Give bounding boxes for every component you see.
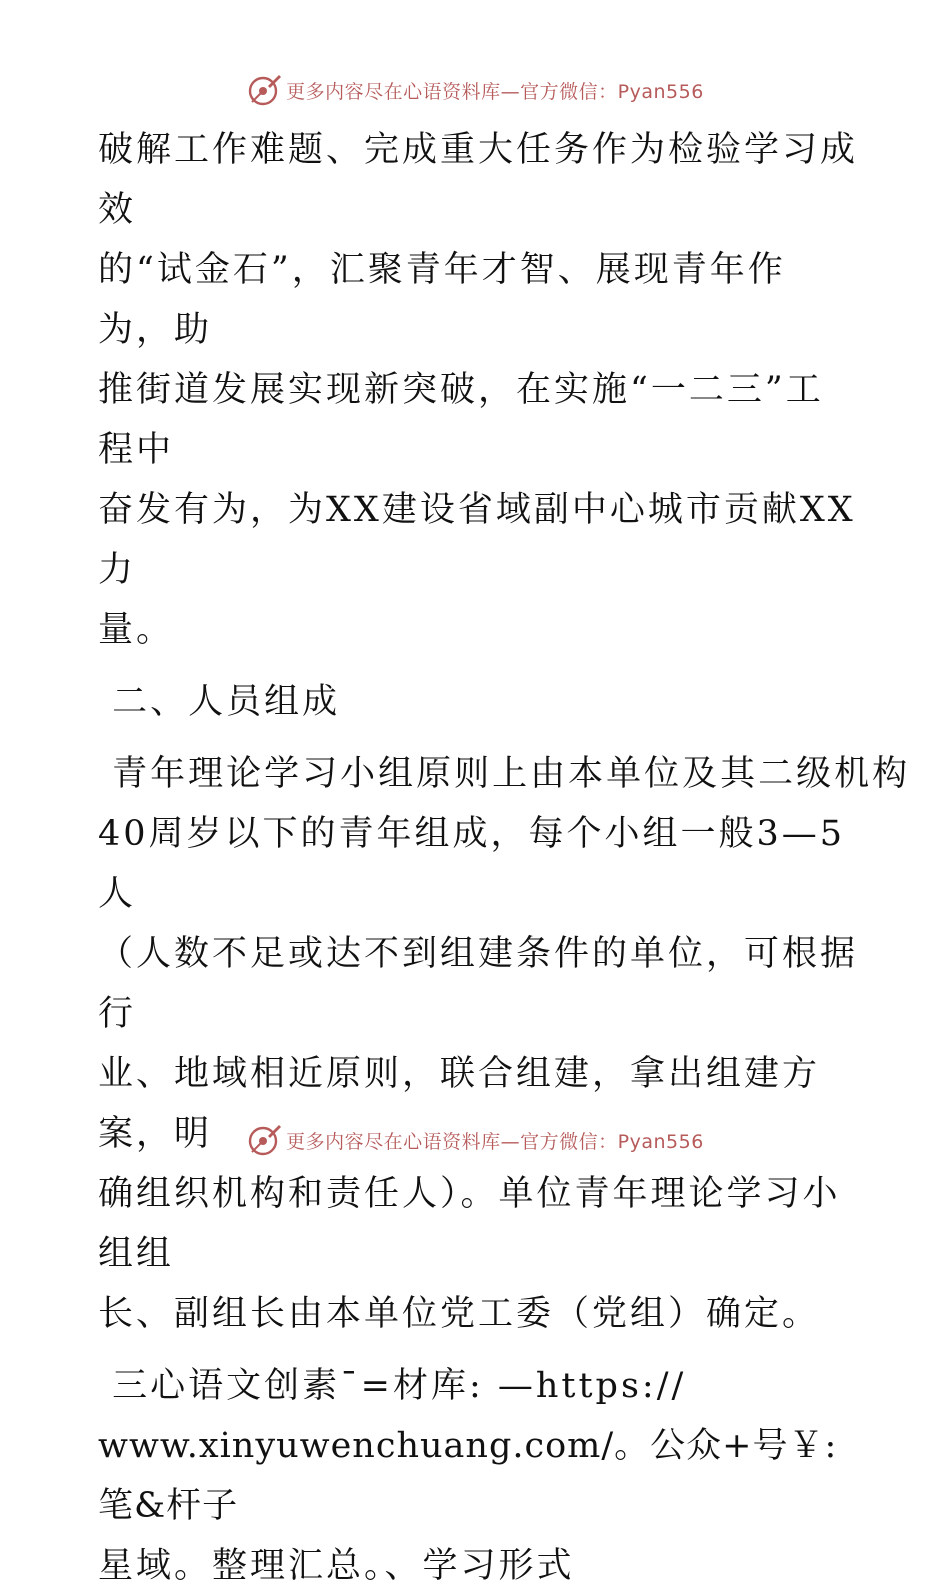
body-line-3: 推街道发展实现新突破，在实施“一二三”工程中 xyxy=(98,370,824,470)
section-heading-personnel: 二、人员组成 xyxy=(98,682,341,722)
body-line-2: 的“试金石”，汇聚青年才智、展现青年作为，助 xyxy=(98,250,786,350)
body-line-4: 奋发有为，为XX建设省域副中心城市贡献XX力 xyxy=(98,490,856,590)
paragraph-2-line-4: 业、地域相近原则，联合组建，拿出组建方案，明 xyxy=(98,1054,821,1154)
paragraph-3-line-1: 三心语文创素¯=材库: —https:// xyxy=(98,1366,687,1406)
body-line-1: 破解工作难题、完成重大任务作为检验学习成效 xyxy=(98,130,859,230)
header-banner xyxy=(0,70,950,110)
paragraph-2-line-2: 40周岁以下的青年组成，每个小组一般3—5人 xyxy=(98,814,846,914)
paragraph-2-line-3: （人数不足或达不到组建条件的单位，可根据行 xyxy=(98,934,859,1034)
paragraph-2-line-6: 长、副组长由本单位党工委（党组）确定。 xyxy=(98,1294,821,1334)
body-line-5: 量。 xyxy=(98,610,175,650)
paragraph-3-line-3: 星域。整理汇总。、学习形式 xyxy=(98,1546,575,1586)
brush-logo-icon xyxy=(246,1122,282,1158)
footer-banner xyxy=(0,1120,950,1160)
paragraph-3-line-2: www.xinyuwenchuang.com/。公众+号￥: 笔&杆子 xyxy=(98,1426,838,1526)
paragraph-2-line-5: 确组织机构和责任人）。单位青年理论学习小组组 xyxy=(98,1174,841,1274)
footer-banner-text: 更多内容尽在心语资料库—官方微信：Pyan556 xyxy=(286,1130,704,1153)
header-banner-text: 更多内容尽在心语资料库—官方微信：Pyan556 xyxy=(286,80,704,103)
paragraph-2-line-1: 青年理论学习小组原则上由本单位及其二级机构 xyxy=(98,754,911,794)
document-body xyxy=(98,120,911,1596)
brush-logo-icon xyxy=(246,72,282,108)
